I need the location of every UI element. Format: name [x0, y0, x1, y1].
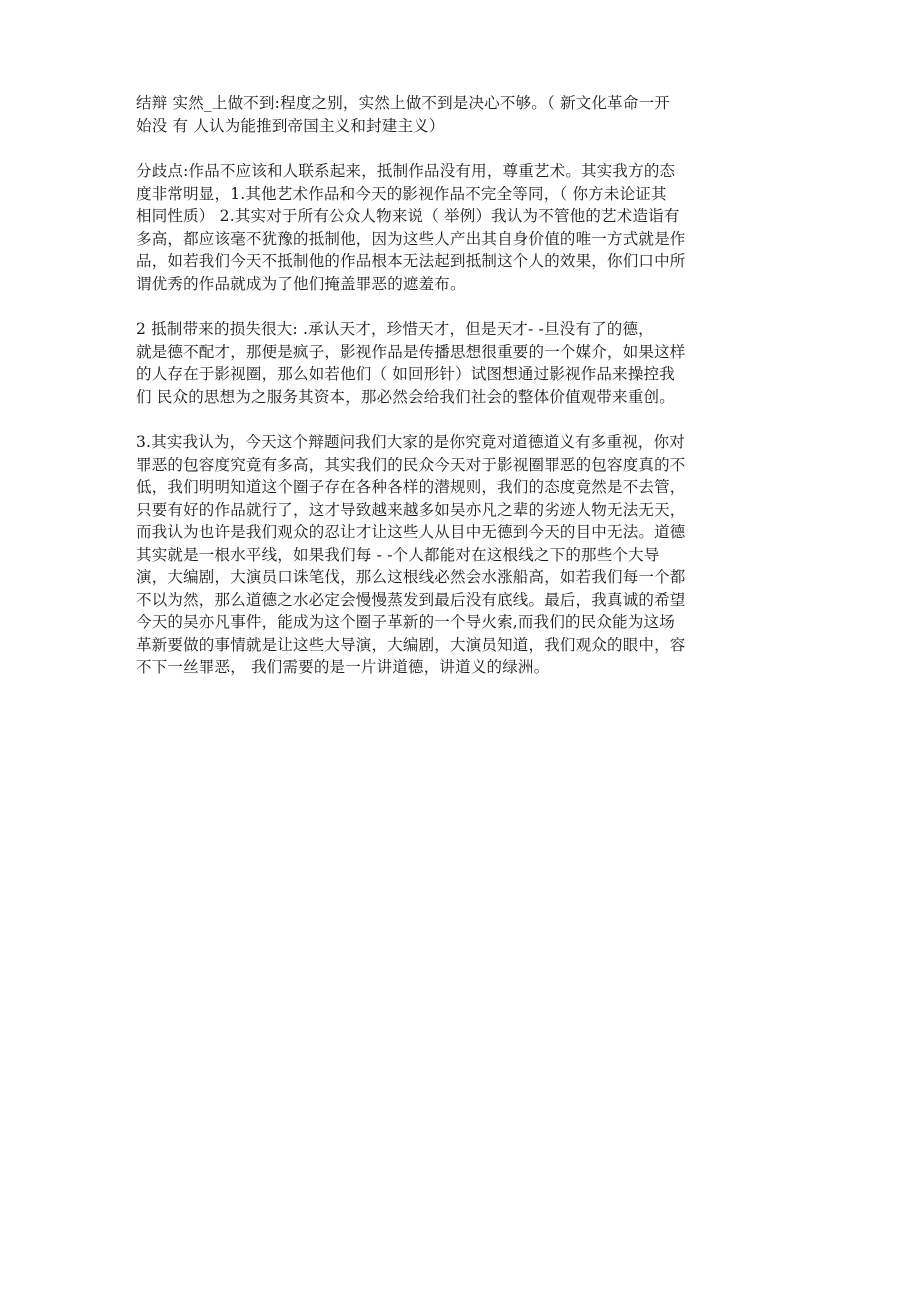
text-line: 而我认为也许是我们观众的忍让才让这些人从目中无德到今天的目中无法。道德 — [136, 523, 686, 541]
text-line: 结辩 实然_上做不到:程度之别，实然上做不到是决心不够。（ 新文化革命一开 — [136, 94, 670, 112]
text-line: 罪恶的包容度究竟有多高，其实我们的民众今天对于影视圈罪恶的包容度真的不 — [136, 455, 686, 474]
text-line: 演，大编剧，大演员口诛笔伐，那么这根线必然会水涨船高，如若我们每一个都 — [136, 568, 686, 586]
document-body — [136, 92, 788, 702]
text-line: 们 民众的思想为之服务其资本，那必然会给我们社会的整体价值观带来重创。 — [136, 387, 675, 406]
text-line: 其实就是一根水平线，如果我们每 - -个人都能对在这根线之下的那些个大导 — [136, 545, 660, 564]
text-line: 不以为然，那么道德之水必定会慢慢蒸发到最后没有底线。最后，我真诚的希望 — [136, 590, 686, 609]
text-line: 的人存在于影视圈，那么如若他们（ 如回形针）试图想通过影视作品来操控我 — [136, 365, 675, 383]
text-line: 谓优秀的作品就成为了他们掩盖罪恶的遮羞布。 — [136, 274, 466, 293]
text-line: 革新要做的事情就是让这些大导演，大编剧，大演员知道，我们观众的眼中，容 — [136, 635, 686, 654]
text-line: 品，如若我们今天不抵制他的作品根本无法起到抵制这个人的效果，你们口中所 — [136, 252, 686, 270]
text-line: 分歧点:作品不应该和人联系起来，抵制作品没有用，尊重艺术。其实我方的态 — [136, 162, 676, 180]
text-line: 度非常明显，1.其他艺术作品和今天的影视作品不完全等同，（ 你方未论证其 — [136, 184, 667, 203]
text-line: 只要有好的作品就行了，这才导致越来越多如吴亦凡之辈的劣迹人物无法无天， — [136, 500, 686, 519]
text-line: 3.其实我认为，今天这个辩题问我们大家的是你究竟对道德道义有多重视，你对 — [136, 433, 685, 451]
text-line: 就是德不配才，那便是疯子，影视作品是传播思想很重要的一个媒介，如果这样 — [136, 342, 686, 361]
paragraph-point-three — [136, 431, 788, 679]
paragraph-closing-argument — [136, 92, 788, 137]
text-line: 相同性质） 2.其实对于所有公众人物来说（ 举例）我认为不管他的艺术造诣有 — [136, 207, 680, 225]
text-line: 始没 有 人认为能推到帝国主义和封建主义） — [136, 116, 445, 135]
text-line: 2 抵制带来的损失很大: .承认天才，珍惜天才，但是天才- -旦没有了的德， — [136, 320, 654, 338]
text-line: 不下一丝罪恶， 我们需要的是一片讲道德，讲道义的绿洲。 — [136, 658, 550, 676]
text-line: 多高，都应该毫不犹豫的抵制他，因为这些人产出其自身价值的唯一方式就是作 — [136, 229, 686, 248]
text-line: 今天的吴亦凡事件，能成为这个圈子革新的一个导火索,而我们的民众能为这场 — [136, 613, 675, 631]
text-line: 低，我们明明知道这个圈子存在各种各样的潜规则，我们的态度竟然是不去管， — [136, 478, 686, 496]
paragraph-point-of-disagreement — [136, 160, 788, 295]
paragraph-point-two — [136, 318, 788, 408]
